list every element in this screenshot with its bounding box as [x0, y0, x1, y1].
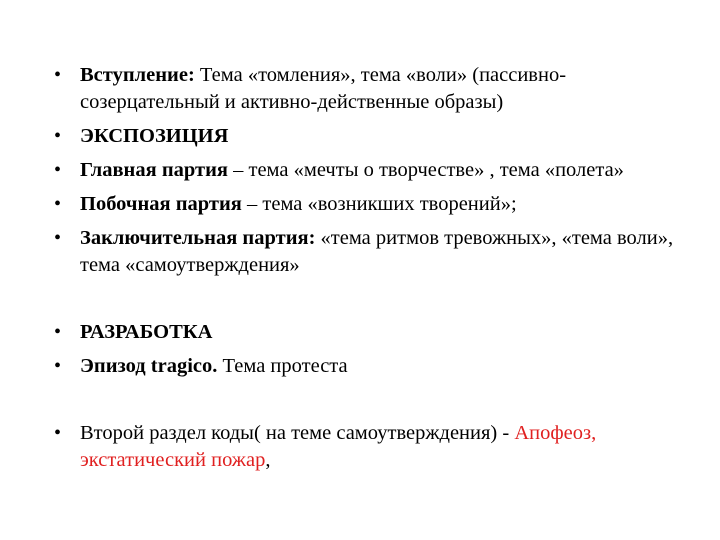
bullet-icon: • [54, 125, 62, 147]
item-bold-label: Эпизод tragico. [80, 355, 218, 377]
item-text: Тема протеста [217, 355, 348, 377]
item-bold-label: Вступление: [80, 64, 195, 86]
bullet-icon: • [54, 227, 62, 249]
list-item-exposition [52, 123, 682, 150]
bullet-icon: • [54, 422, 62, 444]
item-text: – тема «возникших творений»; [241, 193, 517, 215]
item-bold-label: Заключительная партия: [80, 227, 316, 249]
item-bold-label: Главная партия [80, 159, 228, 181]
list-item-secondary-theme [52, 191, 682, 218]
bullet-icon: • [54, 355, 62, 377]
item-text: Тема «томления», тема «воли» (пассивно-созерцательный и активно-действенные образы) [80, 64, 567, 113]
bullet-icon: • [54, 193, 62, 215]
bullet-icon: • [54, 64, 62, 86]
item-bold-label: Побочная партия [80, 193, 242, 215]
item-text: Второй раздел коды( на теме самоутверждения) - [80, 422, 515, 444]
bullet-icon: • [54, 321, 62, 343]
bullet-list [52, 62, 682, 481]
item-bold-label: РАЗРАБОТКА [80, 321, 213, 343]
item-text: «тема ритмов тревожных», «тема воли», тема «самоутверждения» [80, 227, 674, 276]
item-text: – тема «мечты о творчестве» , тема «полета» [228, 159, 624, 181]
list-item-episode [52, 353, 682, 380]
list-item-intro [52, 62, 682, 116]
item-red-text: Апофеоз, экстатический пожар [80, 422, 597, 471]
bullet-icon: • [54, 159, 62, 181]
item-tail: , [265, 449, 271, 471]
item-bold-label: ЭКСПОЗИЦИЯ [80, 125, 229, 147]
list-item-closing-theme [52, 225, 682, 279]
list-item-main-theme [52, 157, 682, 184]
list-item-development [52, 319, 682, 346]
list-item-coda [52, 420, 682, 474]
